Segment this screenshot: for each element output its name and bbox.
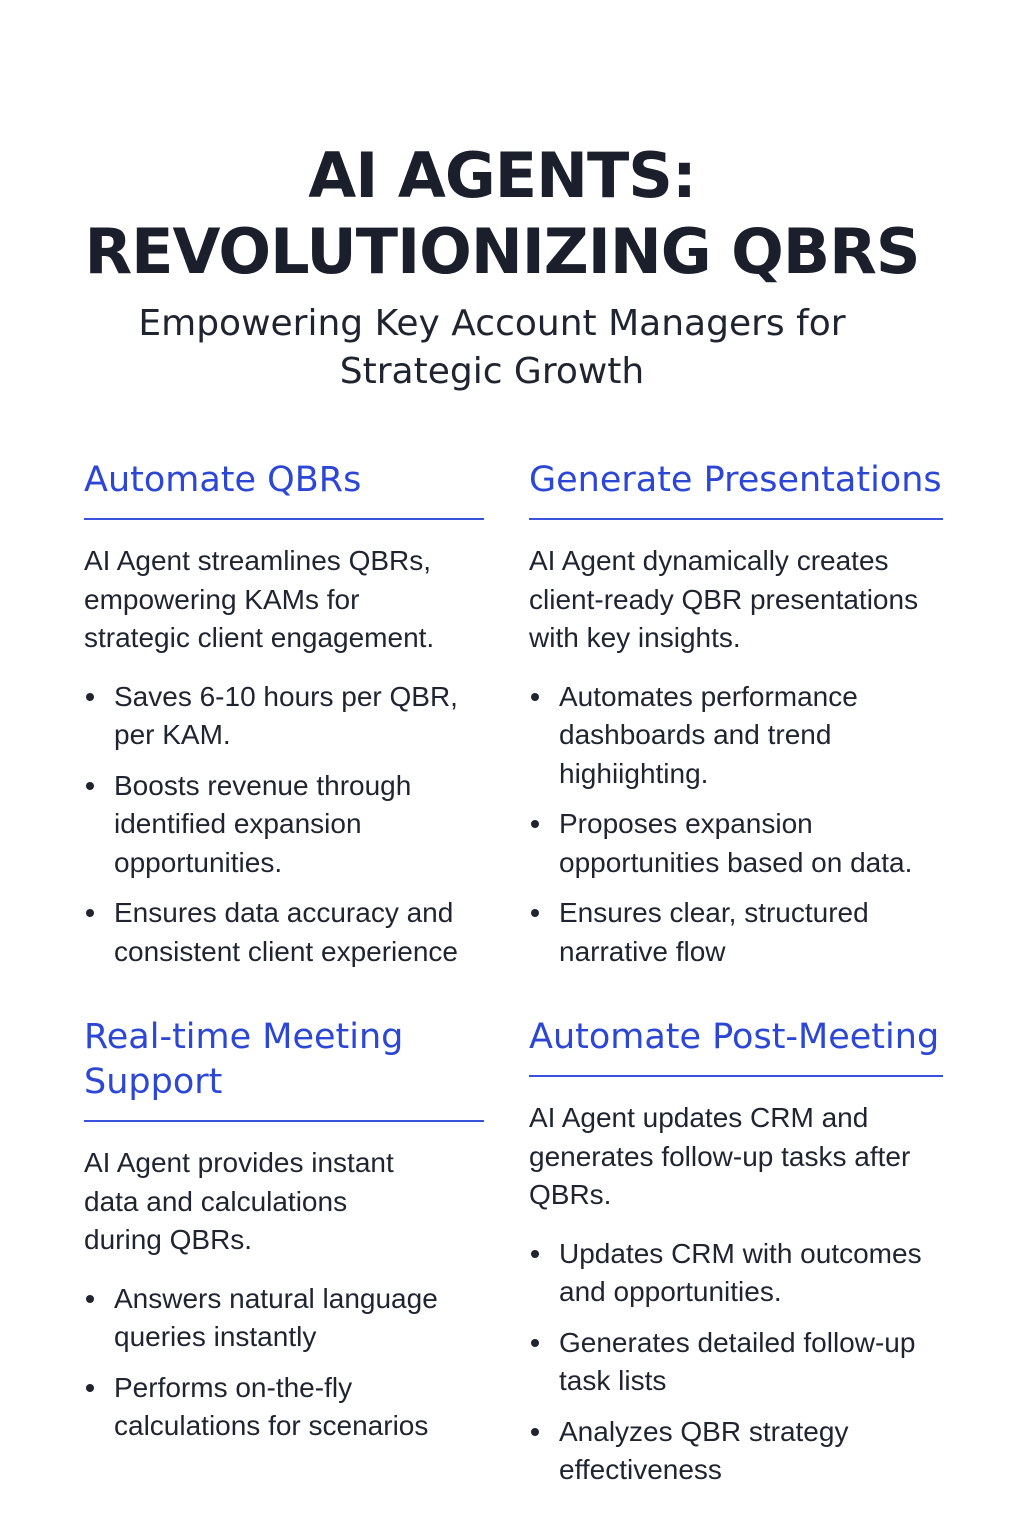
bullet-line: opportunities based on data. bbox=[559, 846, 913, 878]
description-line: AI Agent streamlines QBRs, bbox=[84, 545, 432, 576]
page-title bbox=[0, 138, 1004, 290]
description-line: QBRs. bbox=[529, 1179, 612, 1210]
bullet-line: Automates performance bbox=[559, 680, 858, 712]
section-divider bbox=[84, 1120, 484, 1122]
description-line: with key insights. bbox=[529, 622, 741, 653]
bullet-text bbox=[114, 1369, 484, 1446]
bullet-line: identified expansion bbox=[114, 808, 362, 839]
bullet-list bbox=[529, 678, 943, 972]
page-subtitle bbox=[0, 300, 984, 396]
bullet-text bbox=[559, 1324, 943, 1401]
description-line: client-ready QBR presentations bbox=[529, 583, 919, 615]
section-generate-presentations bbox=[529, 458, 943, 983]
bullet-item bbox=[84, 894, 484, 971]
bullet-dot-icon bbox=[531, 820, 539, 828]
bullet-dot-icon bbox=[86, 1384, 94, 1392]
bullet-dot-icon bbox=[86, 909, 94, 917]
bullet-line: Saves 6-10 hours per QBR, bbox=[114, 680, 458, 712]
title-line-1: AI AGENTS: bbox=[308, 139, 696, 212]
bullet-line: highiighting. bbox=[559, 757, 709, 789]
description-line: during QBRs. bbox=[84, 1224, 253, 1255]
section-heading-line: Generate Presentations bbox=[529, 460, 942, 500]
description-line: data and calculations bbox=[84, 1185, 348, 1217]
bullet-list bbox=[84, 678, 484, 972]
bullet-item bbox=[84, 1369, 484, 1446]
bullet-line: Boosts revenue through bbox=[114, 769, 412, 801]
bullet-dot-icon bbox=[86, 693, 94, 701]
section-description bbox=[529, 1099, 943, 1215]
bullet-text bbox=[114, 1280, 484, 1357]
bullet-line: dashboards and trend bbox=[559, 719, 832, 750]
bullet-list bbox=[529, 1235, 943, 1490]
bullet-line: Proposes expansion bbox=[559, 808, 813, 839]
bullet-dot-icon bbox=[531, 909, 539, 917]
bullet-line: and opportunities. bbox=[559, 1276, 782, 1307]
description-line: strategic client engagement. bbox=[84, 622, 435, 653]
bullet-line: Generates detailed follow-up bbox=[559, 1326, 916, 1358]
bullet-text bbox=[559, 805, 943, 882]
bullet-line: calculations for scenarios bbox=[114, 1410, 429, 1441]
bullet-line: Performs on-the-fly bbox=[114, 1371, 353, 1403]
bullet-item bbox=[84, 678, 484, 755]
bullet-line: Ensures data accuracy and bbox=[114, 897, 454, 928]
description-line: AI Agent updates CRM and bbox=[529, 1102, 869, 1133]
bullet-dot-icon bbox=[531, 1250, 539, 1258]
title-line-2: REVOLUTIONIZING QBRS bbox=[84, 215, 920, 288]
bullet-dot-icon bbox=[531, 1339, 539, 1347]
bullet-dot-icon bbox=[531, 1428, 539, 1436]
subtitle-line-1: Empowering Key Account Managers for bbox=[138, 303, 846, 344]
bullet-item bbox=[529, 894, 943, 971]
bullet-line: narrative flow bbox=[559, 935, 726, 967]
section-heading-line: Automate Post-Meeting bbox=[529, 1017, 940, 1057]
section-description bbox=[84, 1144, 484, 1260]
description-line: AI Agent provides instant bbox=[84, 1147, 394, 1178]
bullet-item bbox=[84, 1280, 484, 1357]
section-heading-line: Real-time Meeting bbox=[84, 1017, 404, 1057]
section-automate-qbrs bbox=[84, 458, 484, 983]
description-line: empowering KAMs for bbox=[84, 583, 360, 615]
bullet-dot-icon bbox=[531, 693, 539, 701]
bullet-text bbox=[114, 767, 484, 883]
bullet-text bbox=[114, 678, 484, 755]
section-description bbox=[529, 542, 943, 658]
section-realtime-meeting-support bbox=[84, 1015, 484, 1458]
description-line: generates follow-up tasks after bbox=[529, 1140, 911, 1172]
section-description bbox=[84, 542, 484, 658]
bullet-line: per KAM. bbox=[114, 719, 231, 750]
bullet-line: opportunities. bbox=[114, 846, 283, 878]
bullet-item bbox=[529, 1324, 943, 1401]
section-heading bbox=[84, 1015, 484, 1105]
section-divider bbox=[529, 1075, 943, 1077]
bullet-line: queries instantly bbox=[114, 1321, 317, 1352]
bullet-item bbox=[529, 1235, 943, 1312]
section-heading bbox=[529, 458, 943, 503]
bullet-text bbox=[559, 894, 943, 971]
bullet-item bbox=[529, 805, 943, 882]
bullet-line: Updates CRM with outcomes bbox=[559, 1237, 922, 1269]
bullet-line: effectiveness bbox=[559, 1454, 722, 1485]
section-divider bbox=[84, 518, 484, 520]
bullet-dot-icon bbox=[86, 782, 94, 790]
section-heading-line: Support bbox=[84, 1062, 223, 1102]
bullet-list bbox=[84, 1280, 484, 1446]
bullet-line: Answers natural language bbox=[114, 1282, 438, 1314]
bullet-item bbox=[84, 767, 484, 883]
bullet-text bbox=[559, 1413, 943, 1490]
section-heading bbox=[529, 1015, 943, 1060]
section-divider bbox=[529, 518, 943, 520]
bullet-dot-icon bbox=[86, 1295, 94, 1303]
bullet-text bbox=[559, 678, 943, 794]
bullet-text bbox=[559, 1235, 943, 1312]
bullet-line: Analyzes QBR strategy bbox=[559, 1415, 849, 1447]
section-heading bbox=[84, 458, 484, 503]
bullet-text bbox=[114, 894, 484, 971]
bullet-line: task lists bbox=[559, 1365, 667, 1396]
subtitle-line-2: Strategic Growth bbox=[339, 351, 645, 392]
section-heading-line: Automate QBRs bbox=[84, 460, 362, 500]
section-automate-post-meeting bbox=[529, 1015, 943, 1502]
description-line: AI Agent dynamically creates bbox=[529, 545, 889, 576]
bullet-item bbox=[529, 678, 943, 794]
bullet-line: consistent client experience bbox=[114, 935, 458, 967]
bullet-line: Ensures clear, structured bbox=[559, 897, 869, 928]
bullet-item bbox=[529, 1413, 943, 1490]
